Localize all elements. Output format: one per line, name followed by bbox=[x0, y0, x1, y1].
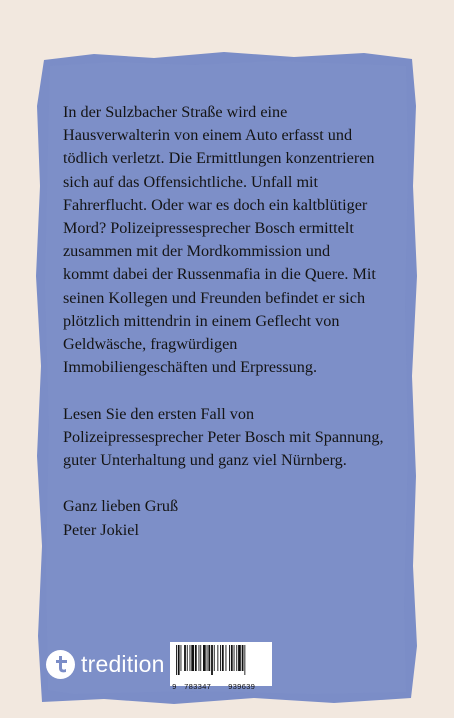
back-cover-blurb bbox=[63, 101, 423, 542]
greeting: Ganz lieben Gruß bbox=[63, 497, 179, 516]
barcode-digit-first: 9 bbox=[172, 684, 177, 692]
isbn-barcode bbox=[170, 642, 272, 692]
barcode-bars bbox=[174, 645, 268, 675]
tredition-t-icon bbox=[46, 650, 75, 679]
publisher-logo bbox=[46, 647, 165, 681]
author-name: Peter Jokiel bbox=[63, 520, 139, 539]
barcode-digit-group-2: 939639 bbox=[228, 684, 256, 692]
blurb-paragraph-2: Lesen Sie den ersten Fall von Polizeipressesprecher Peter Bosch mit Spannung, guter Unterhaltung und ganz viel Nürnberg. bbox=[63, 404, 384, 470]
publisher-name: tredition bbox=[81, 650, 165, 677]
blurb-paragraph-1: In der Sulzbacher Straße wird eine Hausverwalterin von einem Auto erfasst und tödlich verletzt. Die Ermittlungen konzentrieren sich auf das Offensichtliche. Unfall mit Fahrerflucht. Oder war es doch ein kaltblütiger Mord? Polizeipressesprecher Bosch ermittelt zusammen mit der Mordkommission und kommt dabei der Russenmafia in die Quere. Mit seinen Kollegen und Freunden befindet er sich plötzlich mittendrin in einem Geflecht von Geldwäsche, fragwürdigen Immobiliengeschäften und Erpressung. bbox=[63, 103, 376, 377]
barcode-digit-group-1: 783347 bbox=[184, 684, 212, 692]
signature bbox=[63, 495, 423, 541]
